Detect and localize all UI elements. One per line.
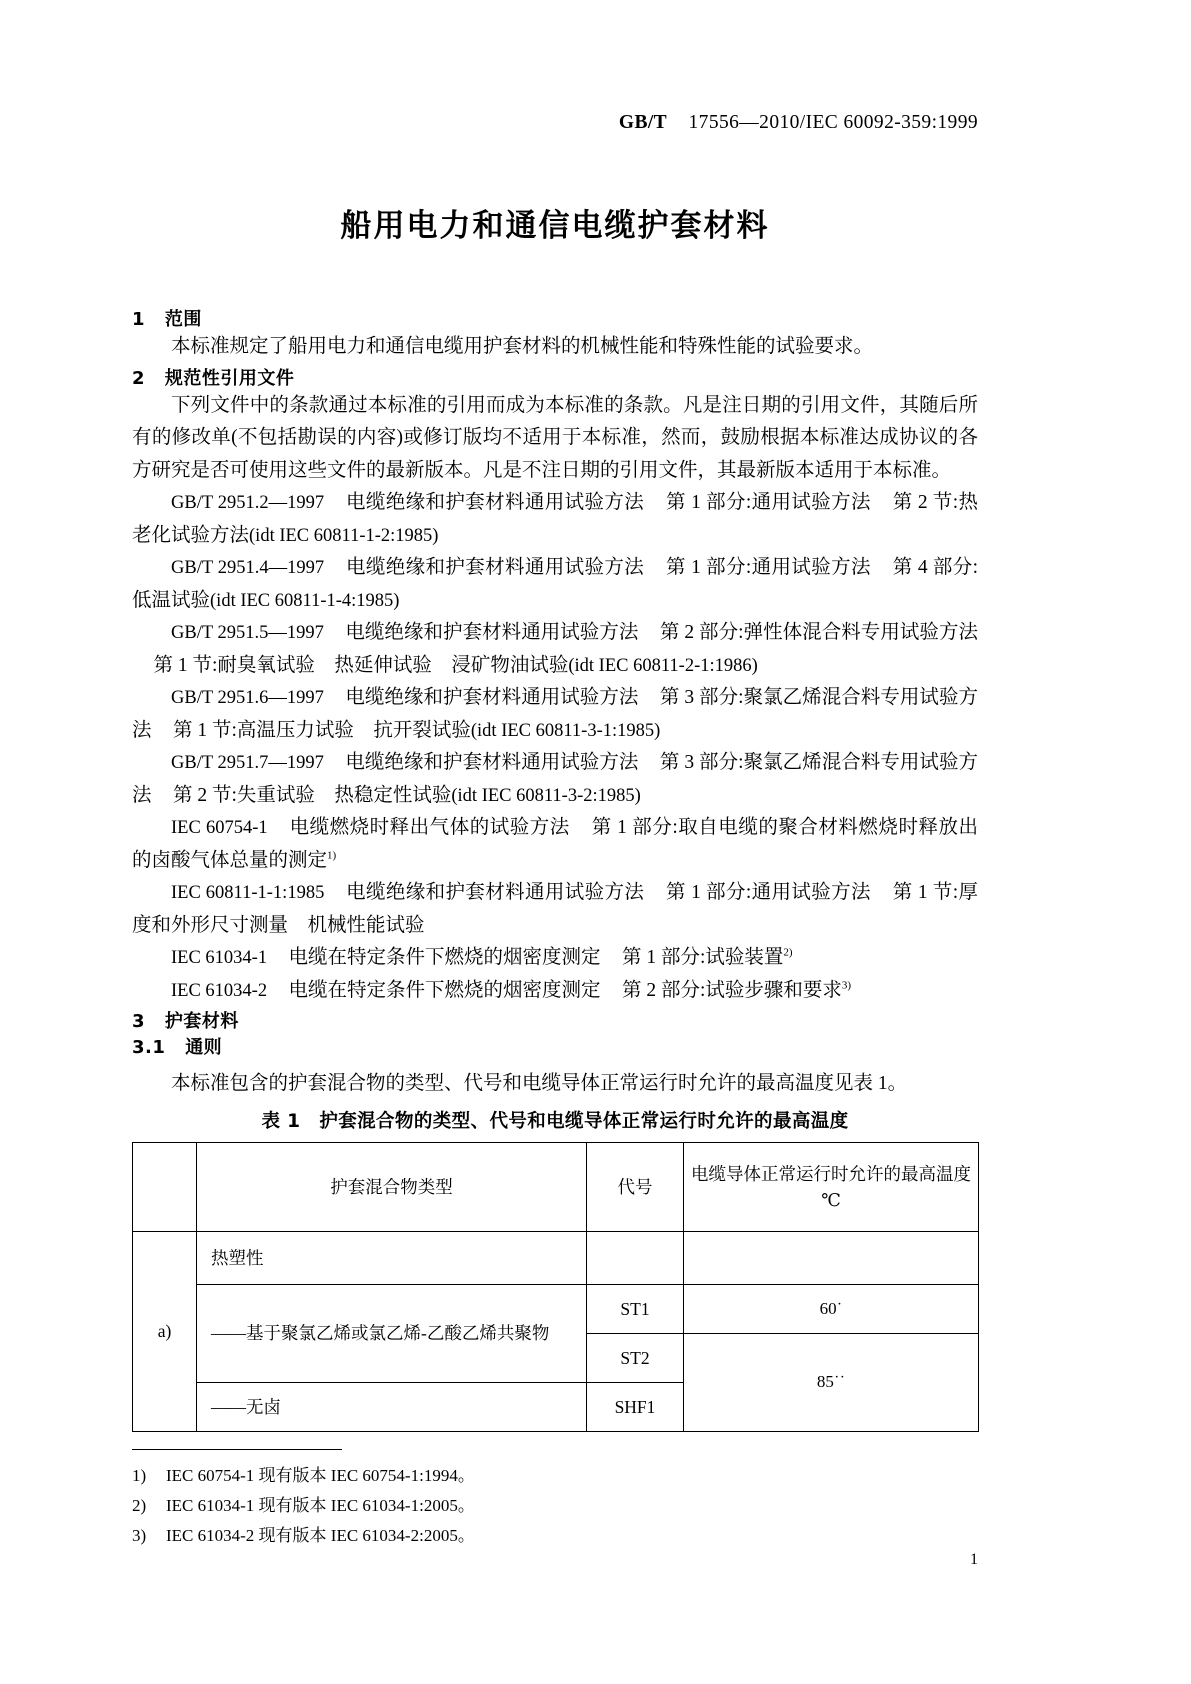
reference-source: (idt IEC 60811-3-2:1985) [451, 785, 641, 806]
clause-3-1-title: 通则 [185, 1037, 223, 1058]
reference-source: (idt IEC 60811-1-2:1985) [249, 525, 439, 546]
reference-section: 第 1 节:耐臭氧试验 热延伸试验 浸矿物油试验 [153, 654, 569, 676]
reference-part: 第 3 部分:聚氯乙烯混合料专用试验方法 [132, 687, 979, 741]
reference-item [132, 682, 978, 747]
reference-part: 第 3 部分:聚氯乙烯混合料专用试验方法 [132, 752, 979, 806]
clause-3-heading [132, 1007, 978, 1033]
reference-code: GB/T 2951.7—1997 [171, 753, 324, 773]
table-cell-temp [684, 1231, 979, 1284]
table-header-row [133, 1142, 979, 1231]
footnote-marker: 1) [327, 849, 337, 861]
reference-item [132, 552, 978, 617]
clause-3-title: 护套材料 [164, 1011, 239, 1032]
reference-title: 电缆绝缘和护套材料通用试验方法 [345, 882, 645, 903]
table-row [133, 1284, 979, 1333]
reference-code: GB/T 2951.5—1997 [171, 623, 324, 643]
footnote-text: IEC 61034-1 现有版本 IEC 61034-1:2005。 [166, 1495, 475, 1515]
reference-section: 第 1 节:厚度和外形尺寸测量 机械性能试验 [132, 882, 978, 936]
footnote-text: IEC 60754-1 现有版本 IEC 60754-1:1994。 [166, 1465, 475, 1485]
clause-1-heading [132, 305, 978, 331]
reference-title: 电缆绝缘和护套材料通用试验方法 [345, 687, 639, 708]
reference-part: 第 2 部分:试验步骤和要求 [621, 979, 842, 1001]
footnote-marker: 2) [783, 946, 793, 959]
table-header-temperature-line1: 电缆导体正常运行时允许的最高温度 [691, 1163, 971, 1184]
reference-item [132, 617, 978, 682]
footnote-item [132, 1461, 978, 1491]
reference-section: 第 2 节:热老化试验方法 [132, 492, 978, 546]
normative-reference-list [132, 487, 978, 1007]
reference-item [132, 877, 978, 942]
reference-item [132, 747, 978, 812]
footnote-separator [132, 1449, 342, 1450]
table-cell-temp: 60˙ [684, 1284, 979, 1333]
reference-item [132, 942, 978, 975]
reference-section: 第 2 节:失重试验 热稳定性试验 [172, 784, 452, 806]
reference-code: IEC 60754-1 [171, 818, 268, 838]
clause-3-number: 3 [132, 1011, 146, 1032]
footnote-text: IEC 61034-2 现有版本 IEC 61034-2:2005。 [166, 1525, 475, 1545]
reference-source: (idt IEC 60811-2-1:1986) [568, 655, 758, 676]
reference-item [132, 487, 978, 552]
clause-2-number: 2 [132, 367, 146, 389]
table-1 [132, 1142, 979, 1432]
clause-1-paragraph: 本标准规定了船用电力和通信电缆用护套材料的机械性能和特殊性能的试验要求。 [171, 336, 874, 357]
reference-code: IEC 61034-2 [171, 980, 268, 1001]
table-cell-code: ST1 [587, 1284, 684, 1333]
clause-3-1-paragraph: 本标准包含的护套混合物的类型、代号和电缆导体正常运行时允许的最高温度见表 1。 [171, 1073, 908, 1094]
table-cell-code: SHF1 [587, 1382, 684, 1431]
reference-part: 第 1 部分:通用试验方法 [665, 557, 871, 578]
footnote-item [132, 1521, 978, 1551]
clause-3-1-number: 3.1 [132, 1037, 166, 1058]
reference-code: GB/T 2951.2—1997 [171, 493, 325, 513]
table-1-caption: 表 1 护套混合物的类型、代号和电缆导体正常运行时允许的最高温度 [261, 1110, 849, 1132]
document-body [132, 305, 978, 1551]
reference-code: IEC 60811-1-1:1985 [171, 883, 325, 903]
header-standard-number: 17556—2010/IEC 60092-359:1999 [688, 112, 978, 133]
clause-1-title: 范围 [164, 309, 202, 330]
clause-2-heading [132, 364, 978, 390]
footnote-list [132, 1461, 978, 1551]
footnote-item [132, 1491, 978, 1521]
table-cell-type: 热塑性 [197, 1231, 587, 1284]
clause-1-number: 1 [132, 309, 146, 330]
reference-title: 电缆在特定条件下燃烧的烟密度测定 [288, 979, 601, 1001]
page-number-wrapper [132, 1551, 978, 1569]
reference-part: 第 1 部分:通用试验方法 [665, 882, 871, 903]
clause-2-title: 规范性引用文件 [164, 367, 295, 389]
table-cell-code [587, 1231, 684, 1284]
reference-title: 电缆绝缘和护套材料通用试验方法 [345, 557, 645, 578]
reference-code: GB/T 2951.6—1997 [171, 688, 324, 708]
table-corner-cell [133, 1142, 197, 1231]
table-cell-type: ——无卤 [197, 1382, 587, 1431]
reference-item [132, 812, 978, 877]
reference-part: 第 2 部分:弹性体混合料专用试验方法 [659, 622, 979, 643]
table-header-code: 代号 [587, 1142, 684, 1231]
reference-title: 电缆绝缘和护套材料通用试验方法 [345, 622, 639, 643]
table-header-temperature-unit: ℃ [821, 1189, 841, 1210]
table-cell-code: ST2 [587, 1333, 684, 1382]
reference-source: (idt IEC 60811-1-4:1985) [210, 590, 400, 611]
reference-title: 电缆绝缘和护套材料通用试验方法 [345, 492, 645, 513]
reference-code: GB/T 2951.4—1997 [171, 558, 325, 578]
table-group-label: a) [133, 1231, 197, 1431]
footnote-marker: 3) [841, 979, 852, 991]
reference-section: 第 1 节:高温压力试验 抗开裂试验 [172, 719, 471, 741]
table-cell-type: ——基于聚氯乙烯或氯乙烯-乙酸乙烯共聚物 [197, 1284, 587, 1382]
reference-source: (idt IEC 60811-3-1:1985) [470, 720, 661, 741]
reference-title: 电缆燃烧时释出气体的试验方法 [289, 817, 570, 838]
clause-3-1-heading [132, 1033, 978, 1059]
footnote-number: 2) [132, 1495, 147, 1515]
running-header [619, 112, 978, 134]
reference-section: 第 4 部分:低温试验 [132, 557, 978, 611]
table-header-temperature [684, 1142, 979, 1231]
page-number: 1 [970, 1551, 978, 1568]
header-standard-prefix: GB/T [618, 112, 668, 133]
document-title: 船用电力和通信电缆护套材料 [340, 208, 770, 244]
reference-part: 第 1 部分:试验装置 [621, 947, 784, 968]
footnote-number: 3) [132, 1525, 147, 1545]
reference-part: 第 1 部分:取自电缆的聚合材料燃烧时释放出的卤酸气体总量的测定 [132, 817, 978, 871]
table-row [133, 1231, 979, 1284]
reference-part: 第 1 部分:通用试验方法 [665, 492, 871, 513]
reference-title: 电缆在特定条件下燃烧的烟密度测定 [288, 947, 601, 968]
footnote-number: 1) [132, 1465, 147, 1485]
clause-2-intro-paragraph: 下列文件中的条款通过本标准的引用而成为本标准的条款。凡是注日期的引用文件，其随后所有的修改单(不包括勘误的内容)或修订版均不适用于本标准，然而，鼓励根据本标准达成协议的各方研究是否可使用这些文件的最新版本。凡是不注日期的引用文件，其最新版本适用于本标准。 [132, 394, 978, 481]
reference-code: IEC 61034-1 [171, 948, 268, 968]
table-cell-temp: 85˙˙ [684, 1333, 979, 1431]
reference-item [132, 975, 978, 1008]
table-header-type: 护套混合物类型 [197, 1142, 587, 1231]
reference-title: 电缆绝缘和护套材料通用试验方法 [345, 752, 639, 773]
